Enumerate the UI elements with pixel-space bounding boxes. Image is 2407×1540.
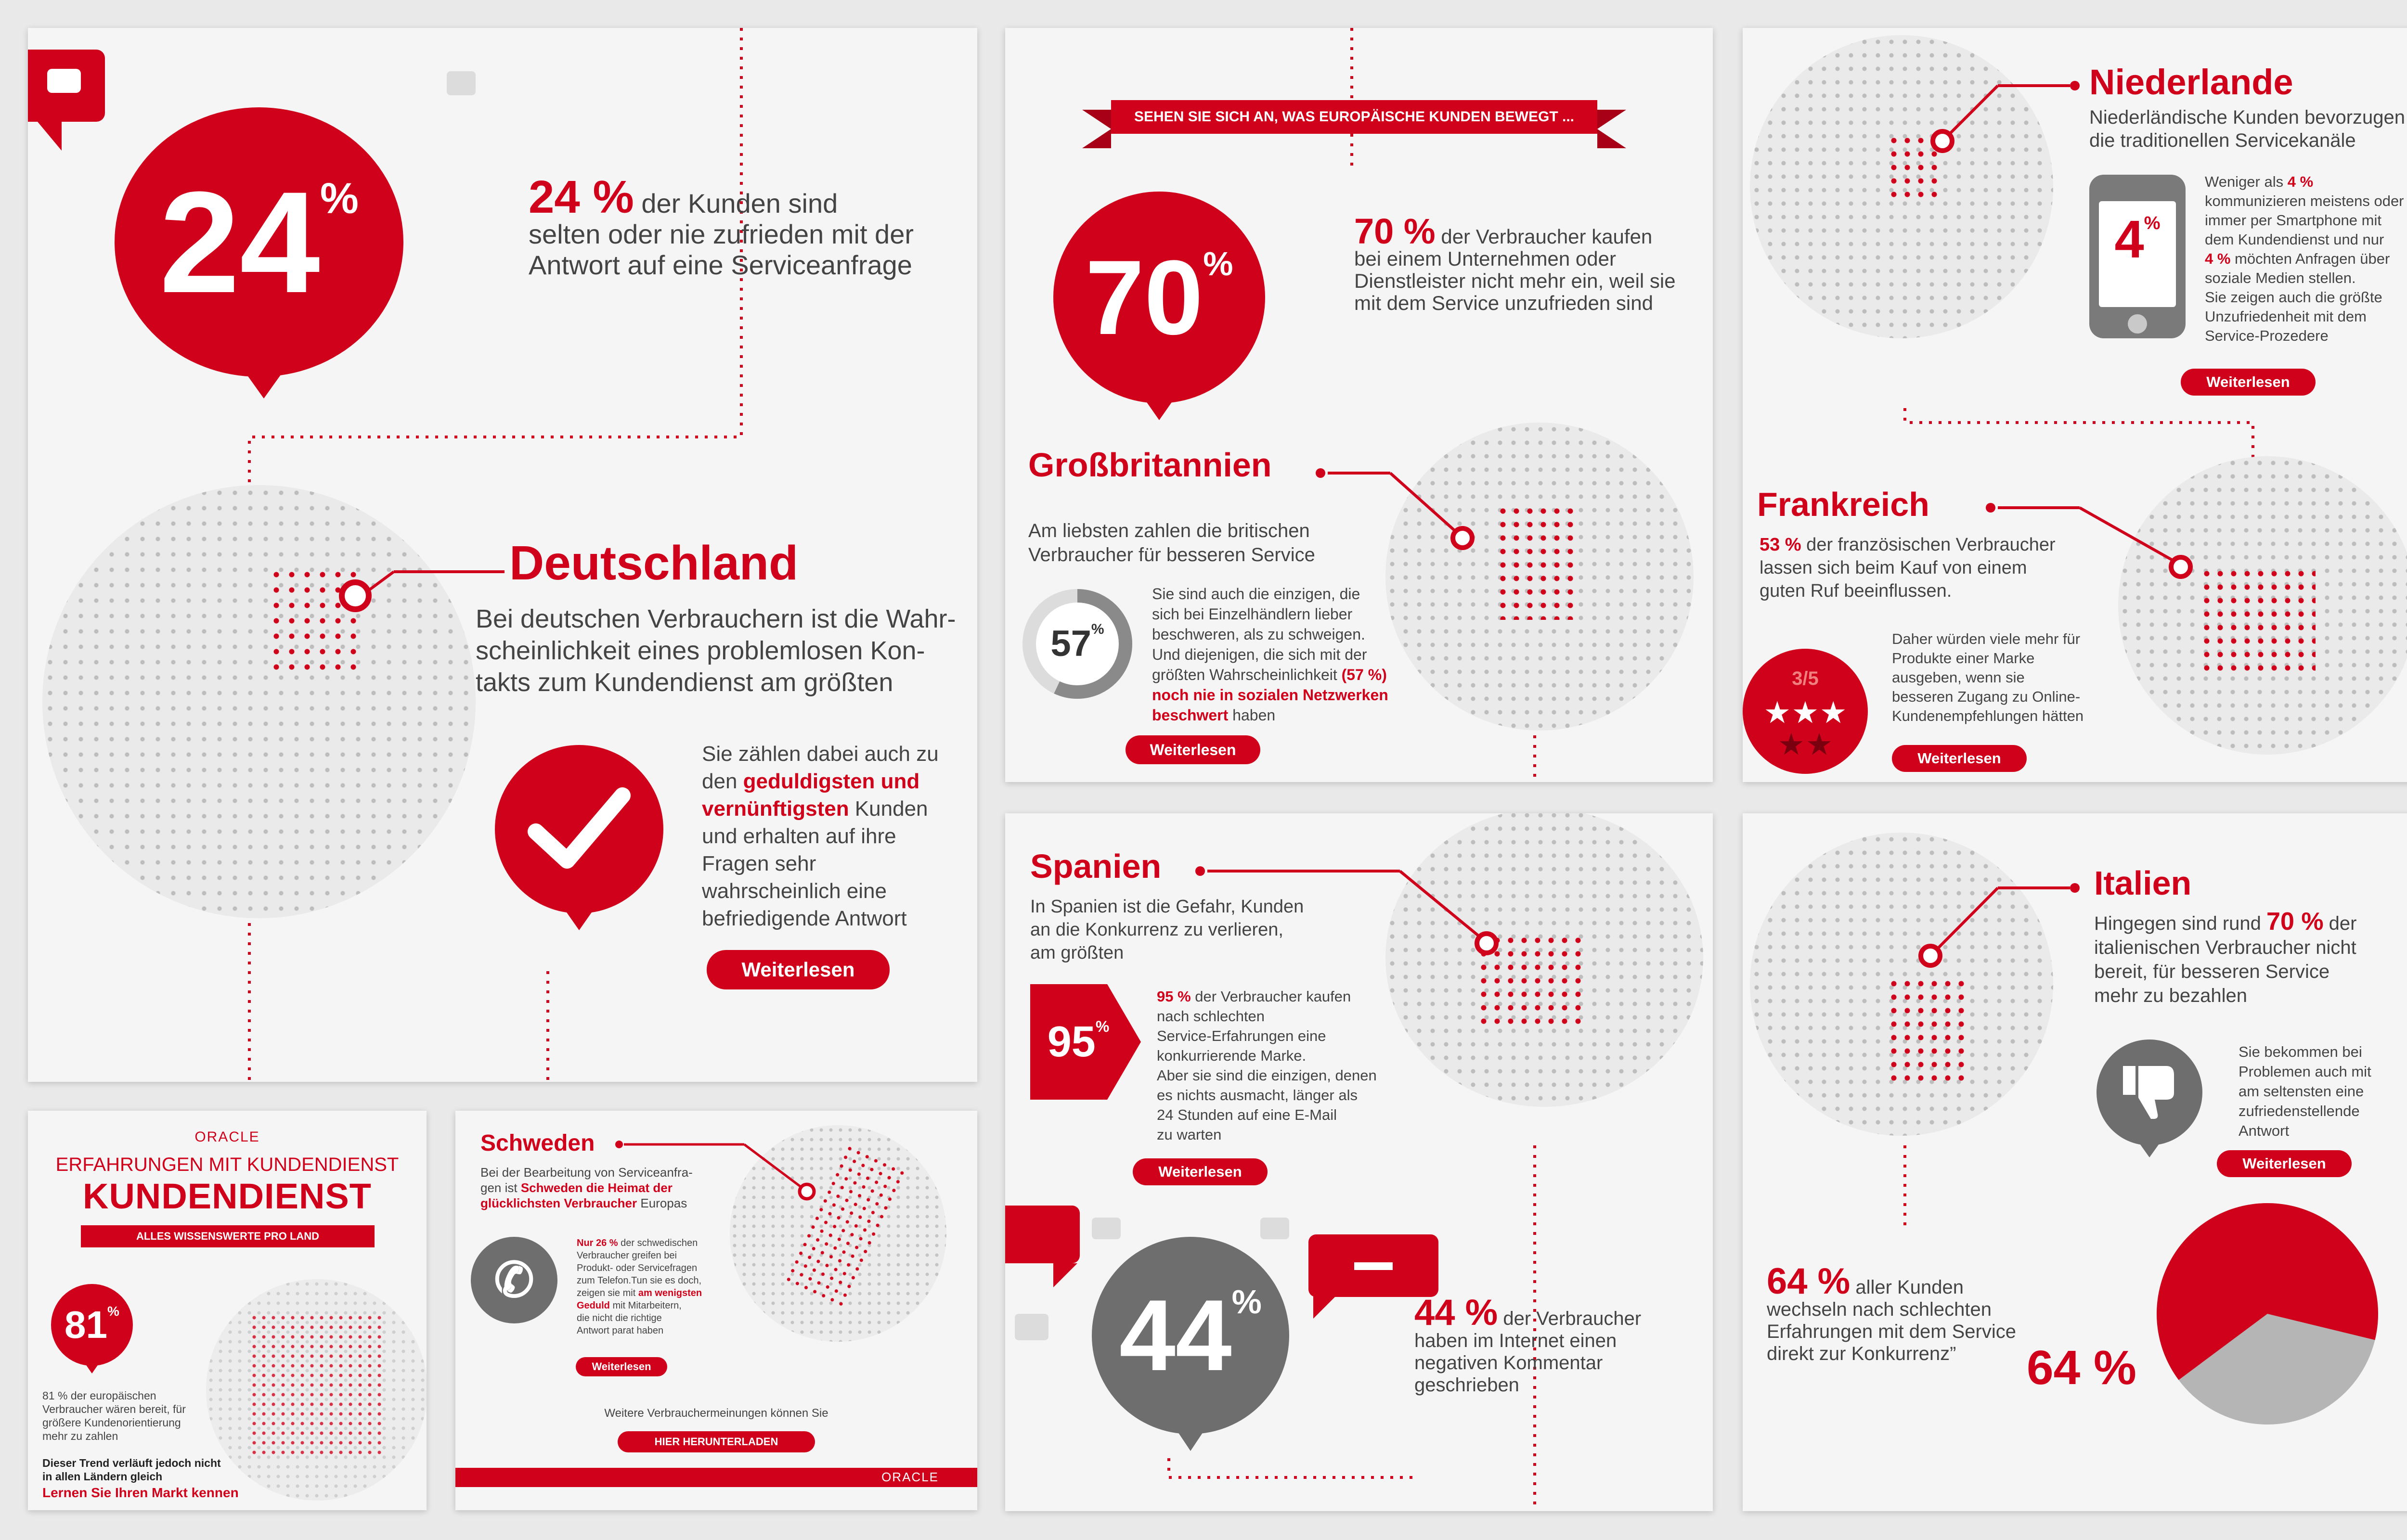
detail-line: Service-Prozedere bbox=[2205, 327, 2329, 344]
bubble-tail bbox=[1176, 1429, 1205, 1451]
stat-bubble-44 bbox=[1092, 1237, 1289, 1434]
desc-line: die traditionellen Servicekanäle bbox=[2089, 130, 2356, 151]
ring-number: 57 bbox=[1050, 623, 1091, 664]
detail-line: dem Kundendienst und nur bbox=[2205, 231, 2384, 248]
desc-highlight: 70 % bbox=[2266, 908, 2324, 936]
bubble-tail bbox=[2137, 1141, 2161, 1157]
stat-line: der Verbraucher kaufen bbox=[1435, 225, 1653, 248]
bubble-pct: % bbox=[1231, 1283, 1262, 1321]
stat-value: 44 % bbox=[1414, 1292, 1498, 1333]
detail-line: am seltensten eine bbox=[2239, 1083, 2364, 1100]
detail-line: größten Wahrscheinlichkeit bbox=[1152, 666, 1342, 683]
weiterlesen-button[interactable]: Weiterlesen bbox=[576, 1357, 667, 1376]
desc-line: Europas bbox=[637, 1196, 687, 1210]
intro-line: größere Kundenorientierung bbox=[42, 1416, 181, 1429]
stat-line: mit dem Service unzufrieden sind bbox=[1354, 292, 1653, 314]
detail-line: zufriedenstellende bbox=[2239, 1103, 2360, 1119]
phone-pct: % bbox=[2144, 213, 2161, 233]
ribbon-banner: SEHEN SIE SICH AN, WAS EUROPÄISCHE KUNDEN BEWEGT ... bbox=[1111, 100, 1597, 134]
detail-line: haben bbox=[1228, 706, 1276, 724]
detail-line: es nichts ausmacht, länger als bbox=[1157, 1087, 1358, 1104]
detail-line: Verbraucher greifen bei bbox=[577, 1250, 677, 1261]
detail-line: Antwort parat haben bbox=[577, 1325, 664, 1336]
detail-text bbox=[2239, 1042, 2371, 1141]
desc-line: bereit, für besseren Service bbox=[2094, 961, 2330, 982]
detail-line: Kundenempfehlungen hätten bbox=[1892, 707, 2084, 724]
phone-bubble bbox=[471, 1237, 557, 1323]
country-title-schweden: Schweden bbox=[480, 1130, 595, 1156]
detail-line: der schwedischen bbox=[618, 1238, 698, 1248]
desc-line: lassen sich beim Kauf von einem bbox=[1760, 558, 2027, 578]
country-title-italien: Italien bbox=[2094, 864, 2192, 902]
detail-line: zu warten bbox=[1157, 1126, 1222, 1143]
stat-line: Dienstleister nicht mehr ein, weil sie bbox=[1354, 270, 1676, 292]
detail-line: möchten Anfragen über bbox=[2230, 250, 2390, 267]
detail-text bbox=[1892, 629, 2083, 726]
country-title-deutschland: Deutschland bbox=[509, 536, 799, 590]
detail-line: beschweren, als zu schweigen. bbox=[1152, 626, 1365, 643]
detail-line: Aber sie sind die einzigen, denen bbox=[1157, 1067, 1377, 1084]
arrow-pct: % bbox=[1095, 1018, 1110, 1035]
detail-line: Daher würden viele mehr für bbox=[1892, 630, 2081, 647]
phone-number: 4 bbox=[2114, 210, 2144, 269]
intro-heading-1: ERFAHRUNGEN MIT KUNDENDIENST bbox=[55, 1154, 399, 1175]
detail-highlight: 4 % bbox=[2287, 173, 2314, 190]
detail-line: zum Telefon.Tun sie es doch, bbox=[577, 1275, 702, 1286]
desc-line: der französischen Verbraucher bbox=[1801, 535, 2056, 555]
stat-line: wechseln nach schlechten bbox=[1767, 1299, 1992, 1320]
stat-line: haben im Internet einen bbox=[1414, 1330, 1617, 1351]
stat-text-64 bbox=[1767, 1261, 2017, 1365]
europe-highlight bbox=[249, 1313, 384, 1457]
detail-highlight: vernünftigsten bbox=[702, 797, 849, 821]
bubble-tail bbox=[83, 1361, 101, 1373]
stat-value: 64 % bbox=[1767, 1261, 1851, 1302]
pie-chart-64 bbox=[2152, 1198, 2383, 1429]
stat-line: selten oder nie zufrieden mit der bbox=[529, 219, 914, 249]
desc-line: mehr zu bezahlen bbox=[2094, 985, 2247, 1006]
desc-highlight: Schweden die Heimat der bbox=[520, 1181, 673, 1195]
checkmark-icon bbox=[531, 788, 627, 870]
country-description bbox=[1028, 519, 1315, 567]
desc-line: an die Konkurrenz zu verlieren, bbox=[1030, 920, 1283, 940]
desc-line: Verbraucher für besseren Service bbox=[1028, 544, 1315, 565]
more-opinions-text: Weitere Verbrauchermeinungen können Sie bbox=[604, 1407, 828, 1420]
detail-line: und erhalten auf ihre bbox=[702, 824, 896, 848]
bubble-value: 44 bbox=[1119, 1279, 1232, 1392]
detail-line: ausgeben, wenn sie bbox=[1892, 669, 2025, 686]
detail-line: Antwort bbox=[2239, 1122, 2290, 1139]
intro-text bbox=[42, 1389, 186, 1443]
stat-line: aller Kunden bbox=[1850, 1277, 1964, 1298]
detail-highlight: noch nie in sozialen Netzwerken bbox=[1152, 686, 1388, 704]
desc-line: takts zum Kundendienst am größten bbox=[476, 668, 893, 697]
intro-bold-text bbox=[42, 1456, 221, 1483]
country-description bbox=[1760, 533, 2056, 603]
bubble-value: 81 bbox=[65, 1303, 108, 1346]
rating-bubble bbox=[1743, 649, 1868, 774]
stat-value: 70 % bbox=[1354, 211, 1436, 251]
stat-line: der Verbraucher bbox=[1498, 1308, 1642, 1329]
weiterlesen-button[interactable]: Weiterlesen bbox=[2217, 1150, 2352, 1177]
pie-label: 64 % bbox=[2027, 1341, 2136, 1395]
detail-line: kommunizieren meistens oder bbox=[2205, 192, 2404, 209]
thumbs-down-speech-icon bbox=[1005, 1206, 1080, 1263]
ring-pct: % bbox=[1091, 621, 1104, 637]
detail-line: Und diejenigen, die sich mit der bbox=[1152, 646, 1367, 663]
stat-line: negativen Kommentar bbox=[1414, 1352, 1603, 1373]
star-speech-icon bbox=[1092, 1218, 1121, 1239]
country-title-niederlande: Niederlande bbox=[2089, 62, 2293, 102]
stat-line: direkt zur Konkurrenz” bbox=[1767, 1343, 1956, 1364]
detail-highlight: 95 % bbox=[1157, 988, 1191, 1005]
detail-line: Produkt- oder Servicefragen bbox=[577, 1263, 698, 1273]
country-description bbox=[480, 1165, 693, 1211]
star-empty-icon: ★ bbox=[1779, 729, 1803, 759]
footer-bar bbox=[455, 1468, 977, 1487]
stat-line: Erfahrungen mit dem Service bbox=[1767, 1321, 2017, 1342]
detail-line: Problemen auch mit bbox=[2239, 1063, 2371, 1080]
bubble-tail bbox=[1053, 1263, 1077, 1287]
country-title-grossbritannien: Großbritannien bbox=[1028, 446, 1272, 484]
weiterlesen-button[interactable]: Weiterlesen bbox=[1892, 745, 2027, 772]
detail-line: konkurrierende Marke. bbox=[1157, 1047, 1307, 1064]
country-description bbox=[1030, 895, 1304, 964]
detail-highlight: beschwert bbox=[1152, 706, 1229, 724]
stat-line: geschrieben bbox=[1414, 1374, 1519, 1396]
panel-grossbritannien bbox=[1005, 28, 1713, 782]
detail-highlight: am wenigsten bbox=[638, 1288, 702, 1298]
desc-line: Niederländische Kunden bevorzugen bbox=[2089, 107, 2406, 128]
detail-line: Sie zählen dabei auch zu bbox=[702, 742, 939, 766]
panel-intro bbox=[28, 1111, 427, 1510]
detail-line: der Verbraucher kaufen bbox=[1191, 988, 1351, 1005]
stat-line: Antwort auf eine Serviceanfrage bbox=[529, 250, 912, 280]
bubble-pct: % bbox=[107, 1304, 119, 1319]
detail-line: mit Mitarbeitern, bbox=[609, 1300, 682, 1311]
panel-deutschland bbox=[28, 28, 977, 1082]
bubble-value: 24 bbox=[159, 161, 320, 323]
desc-line: Hingegen sind rund bbox=[2094, 913, 2267, 934]
detail-highlight: Nur 26 % bbox=[577, 1238, 618, 1248]
weiterlesen-button[interactable]: Weiterlesen bbox=[1126, 735, 1260, 764]
bubble-tail bbox=[562, 906, 596, 930]
detail-line: befriedigende Antwort bbox=[702, 907, 907, 930]
desc-line: Bei der Bearbeitung von Serviceanfra- bbox=[480, 1165, 693, 1180]
detail-line: sich bei Einzelhändlern lieber bbox=[1152, 605, 1353, 623]
detail-highlight: 4 % bbox=[2205, 250, 2231, 267]
thumbs-down-icon bbox=[2123, 1066, 2176, 1119]
checkmark-bubble bbox=[495, 745, 663, 913]
desc-line: Bei deutschen Verbrauchern ist die Wahr- bbox=[476, 604, 956, 633]
panel-italien bbox=[1743, 813, 2407, 1511]
stat-line: der Kunden sind bbox=[634, 188, 838, 218]
intro-bold-line: in allen Ländern gleich bbox=[42, 1470, 163, 1483]
detail-line: wahrscheinlich eine bbox=[702, 879, 887, 903]
weiterlesen-button[interactable]: Weiterlesen bbox=[1133, 1158, 1268, 1185]
arrow-number: 95 bbox=[1047, 1018, 1096, 1066]
weiterlesen-button[interactable]: Weiterlesen bbox=[2181, 369, 2316, 396]
desc-line: In Spanien ist die Gefahr, Kunden bbox=[1030, 897, 1304, 917]
detail-line: Kunden bbox=[849, 797, 928, 821]
stat-value: 24 % bbox=[529, 171, 634, 223]
country-description bbox=[476, 603, 956, 698]
desc-highlight: glücklichsten Verbraucher bbox=[480, 1196, 637, 1210]
detail-line: Produkte einer Marke bbox=[1892, 650, 2035, 667]
desc-line: italienischen Verbraucher nicht bbox=[2094, 937, 2356, 958]
country-title-spanien: Spanien bbox=[1030, 847, 1162, 885]
detail-text bbox=[1152, 584, 1388, 725]
panel-spanien bbox=[1005, 813, 1713, 1511]
star-empty-icon: ★ bbox=[1807, 729, 1832, 759]
rating-label: 3/5 bbox=[1792, 668, 1819, 689]
detail-line: zeigen sie mit bbox=[577, 1288, 638, 1298]
detail-line: Service-Erfahrungen eine bbox=[1157, 1027, 1326, 1044]
desc-line: gen ist bbox=[480, 1181, 521, 1195]
desc-line: scheinlichkeit eines problemlosen Kon- bbox=[476, 636, 925, 665]
thumbs-speech-icon bbox=[1015, 1314, 1048, 1340]
bubble-tail bbox=[1313, 1295, 1337, 1319]
detail-line: Weniger als bbox=[2205, 173, 2288, 190]
download-button[interactable]: HIER HERUNTERLADEN bbox=[618, 1431, 815, 1452]
bubble-pct: % bbox=[1203, 245, 1233, 282]
detail-text bbox=[1157, 987, 1377, 1144]
detail-line: nach schlechten bbox=[1157, 1008, 1265, 1025]
bubble-value: 70 bbox=[1085, 238, 1204, 357]
detail-line: Sie zeigen auch die größte bbox=[2205, 289, 2382, 306]
desc-line: der bbox=[2323, 913, 2357, 934]
desc-line: guten Ruf beeinflussen. bbox=[1760, 581, 1952, 601]
desc-highlight: 53 % bbox=[1760, 535, 1801, 555]
arrow-value bbox=[1030, 984, 1126, 1100]
detail-line: den bbox=[702, 770, 743, 793]
detail-highlight: Geduld bbox=[577, 1300, 610, 1311]
oracle-logo: ORACLE bbox=[194, 1129, 260, 1145]
market-link[interactable]: Lernen Sie Ihren Markt kennen bbox=[42, 1485, 239, 1500]
intro-line: Verbraucher wären bereit, für bbox=[42, 1403, 186, 1415]
intro-bold-line: Dieser Trend verläuft jedoch nicht bbox=[42, 1457, 221, 1469]
detail-line: Sie bekommen bei bbox=[2239, 1043, 2362, 1060]
phone-icon: ✆ bbox=[494, 1253, 534, 1307]
minus-speech-icon bbox=[1308, 1234, 1438, 1297]
detail-line: Fragen sehr bbox=[702, 852, 816, 875]
detail-highlight: (57 %) bbox=[1341, 666, 1387, 683]
star-filled-icon: ★ bbox=[1765, 697, 1789, 728]
country-title-frankreich: Frankreich bbox=[1757, 486, 1929, 523]
intro-banner: ALLES WISSENSWERTE PRO LAND bbox=[81, 1225, 375, 1247]
detail-line: Sie sind auch die einzigen, die bbox=[1152, 585, 1360, 603]
desc-line: am größten bbox=[1030, 943, 1124, 963]
ring-value bbox=[1020, 586, 1135, 702]
intro-line: mehr zu zahlen bbox=[42, 1430, 118, 1442]
weiterlesen-button[interactable]: Weiterlesen bbox=[707, 950, 890, 989]
stat-bubble-81 bbox=[51, 1284, 133, 1366]
oracle-logo: ORACLE bbox=[881, 1470, 939, 1484]
panel-schweden bbox=[455, 1111, 977, 1510]
intro-line: 81 % der europäischen bbox=[42, 1389, 156, 1402]
detail-line: 24 Stunden auf eine E-Mail bbox=[1157, 1106, 1337, 1123]
detail-highlight: geduldigsten und bbox=[743, 770, 920, 793]
panel-niederlande-frankreich bbox=[1743, 28, 2407, 782]
stat-line: bei einem Unternehmen oder bbox=[1354, 247, 1616, 270]
star-rating bbox=[1743, 697, 1868, 760]
thumbs-down-bubble bbox=[2096, 1040, 2202, 1145]
detail-line: Unzufriedenheit mit dem bbox=[2205, 308, 2367, 325]
stat-text-44 bbox=[1414, 1292, 1642, 1396]
star-filled-icon: ★ bbox=[1793, 697, 1818, 728]
detail-text bbox=[702, 740, 939, 932]
dots-speech-icon bbox=[1260, 1218, 1289, 1239]
detail-line: immer per Smartphone mit bbox=[2205, 212, 2381, 229]
detail-text bbox=[577, 1237, 702, 1337]
bubble-pct: % bbox=[320, 175, 359, 223]
intro-heading-2: KUNDENDIENST bbox=[83, 1176, 372, 1216]
detail-line: die nicht die richtige bbox=[577, 1313, 662, 1323]
detail-line: soziale Medien stellen. bbox=[2205, 270, 2356, 286]
country-description bbox=[2094, 910, 2357, 1008]
star-filled-icon: ★ bbox=[1821, 697, 1846, 728]
desc-line: Am liebsten zahlen die britischen bbox=[1028, 520, 1310, 541]
detail-line: besseren Zugang zu Online- bbox=[1892, 688, 2081, 705]
